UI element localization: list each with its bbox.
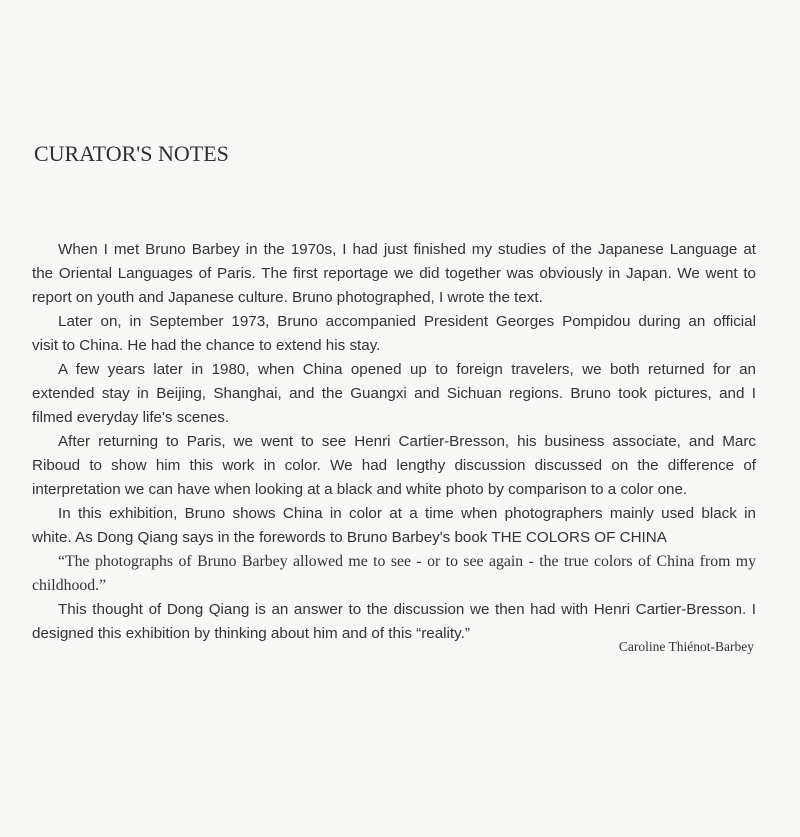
paragraph-4-line-3: interpretation we can have when looking at a black and white photo by comparison to a color one.	[32, 481, 688, 498]
author-signature: Caroline Thiénot-Barbey	[618, 639, 754, 654]
paragraph-5-line-1: In this exhibition, Bruno shows China in color at a time when photographers mainly used black in	[58, 505, 756, 522]
paragraph-2-line-1: Later on, in September 1973, Bruno accompanied President Georges Pompidou during an official	[58, 313, 756, 330]
paragraph-3-line-3: filmed everyday life's scenes.	[32, 409, 230, 426]
paragraph-1-line-3: report on youth and Japanese culture. Bruno photographed, I wrote the text.	[32, 289, 543, 306]
paragraph-3-line-2: extended stay in Beijing, Shanghai, and the Guangxi and Sichuan regions. Bruno took pictures, and I	[32, 385, 756, 402]
paragraph-5-line-2: white. As Dong Qiang says in the forewords to Bruno Barbey's book THE COLORS OF CHINA	[32, 529, 667, 546]
page-title: CURATOR'S NOTES	[34, 141, 229, 166]
paragraph-4-line-2: Riboud to show him this work in color. We had lengthy discussion discussed on the difference of	[32, 457, 756, 474]
paragraph-3-line-1: A few years later in 1980, when China opened up to foreign travelers, we both returned for an	[58, 361, 756, 378]
paragraph-7-line-1: This thought of Dong Qiang is an answer to the discussion we then had with Henri Cartier-Bresson. I	[58, 601, 756, 618]
paragraph-1-line-2: the Oriental Languages of Paris. The first reportage we did together was obviously in Japan. We went to	[32, 265, 756, 282]
paragraph-2-line-2: visit to China. He had the chance to extend his stay.	[32, 337, 381, 354]
quote-line-2: childhood.”	[32, 577, 107, 594]
paragraph-4-line-1: After returning to Paris, we went to see Henri Cartier-Bresson, his business associate, and Marc	[58, 433, 756, 450]
paragraph-7-line-2: designed this exhibition by thinking about him and of this “reality.”	[32, 625, 470, 642]
quote-line-1: “The photographs of Bruno Barbey allowed me to see - or to see again - the true colors of China from my	[58, 553, 756, 570]
paragraph-1-line-1: When I met Bruno Barbey in the 1970s, I had just finished my studies of the Japanese Language at	[58, 241, 756, 258]
